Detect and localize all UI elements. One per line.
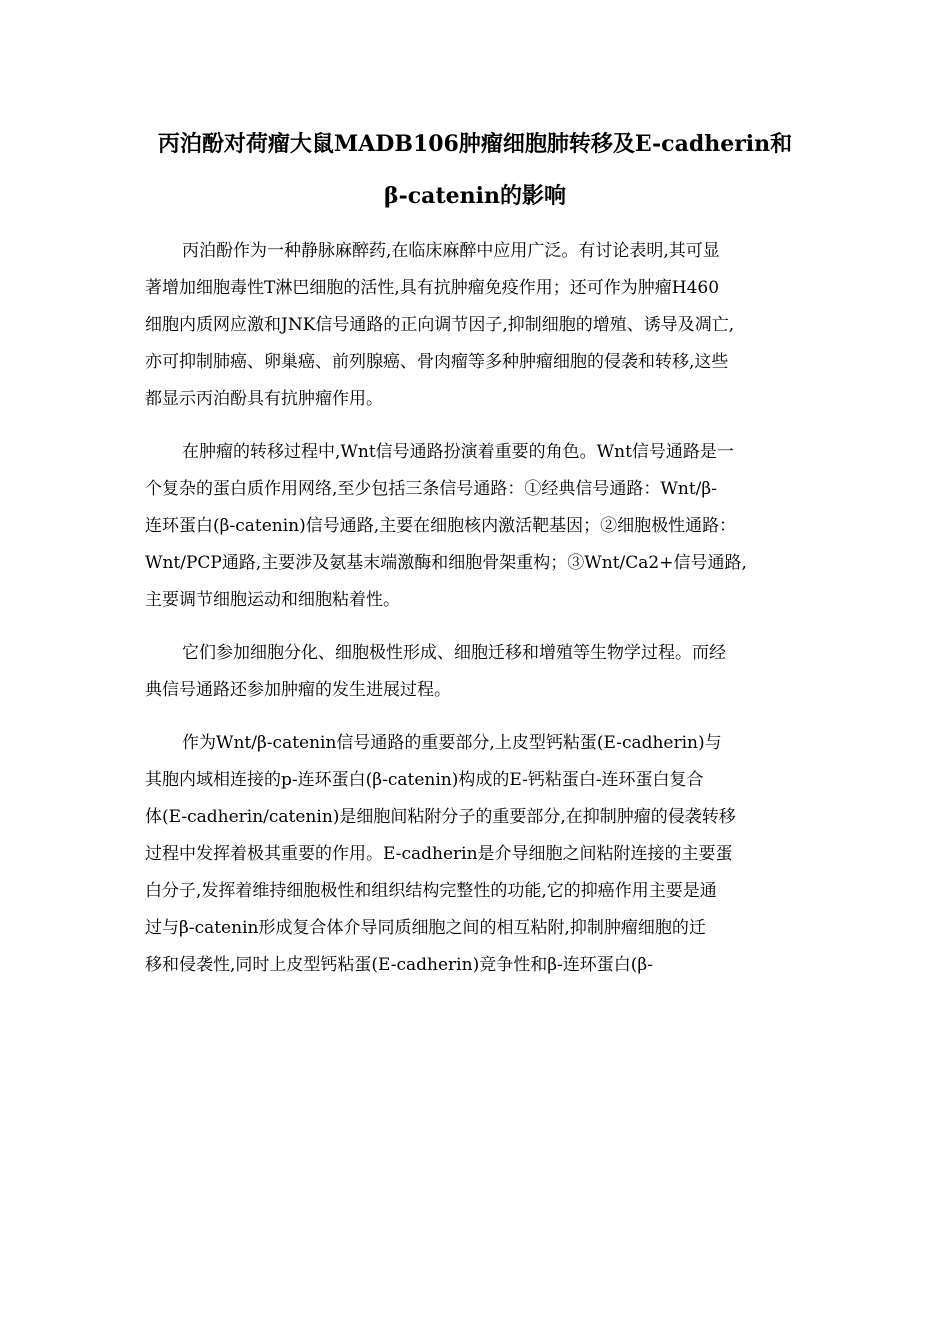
paragraph-1 bbox=[145, 233, 815, 418]
text-line: 都显示丙泊酚具有抗肿瘤作用。 bbox=[145, 389, 383, 409]
text-line: 主要调节细胞运动和细胞粘着性。 bbox=[145, 590, 400, 610]
text-line: 在肿瘤的转移过程中,Wnt信号通路扮演着重要的角色。Wnt信号通路是一 bbox=[182, 442, 734, 462]
title-line: β-catenin的影响 bbox=[384, 183, 566, 209]
text-line: 典信号通路还参加肿瘤的发生进展过程。 bbox=[145, 680, 451, 700]
text-line: 体(E-cadherin/catenin)是细胞间粘附分子的重要部分,在抑制肿瘤的侵袭转移 bbox=[145, 807, 736, 827]
text-line: 丙泊酚作为一种静脉麻醉药,在临床麻醉中应用广泛。有讨论表明,其可显 bbox=[182, 241, 720, 261]
text-line: 移和侵袭性,同时上皮型钙粘蛋(E-cadherin)竞争性和β-连环蛋白(β- bbox=[145, 955, 653, 975]
document-body bbox=[145, 233, 815, 1000]
document-title bbox=[120, 118, 830, 222]
text-line: 连环蛋白(β-catenin)信号通路,主要在细胞核内激活靶基因；②细胞极性通路： bbox=[145, 516, 737, 536]
paragraph-4 bbox=[145, 725, 815, 984]
text-line: 白分子,发挥着维持细胞极性和组织结构完整性的功能,它的抑癌作用主要是通 bbox=[145, 881, 717, 901]
text-line: 著增加细胞毒性T淋巴细胞的活性,具有抗肿瘤免疫作用；还可作为肿瘤H460 bbox=[145, 278, 720, 298]
text-line: 其胞内域相连接的p-连环蛋白(β-catenin)构成的E-钙粘蛋白-连环蛋白复合 bbox=[145, 770, 704, 790]
paragraph-2 bbox=[145, 434, 815, 619]
text-line: 个复杂的蛋白质作用网络,至少包括三条信号通路：①经典信号通路：Wnt/β- bbox=[145, 479, 717, 499]
text-line: 过程中发挥着极其重要的作用。E-cadherin是介导细胞之间粘附连接的主要蛋 bbox=[145, 844, 733, 864]
text-line: Wnt/PCP通路,主要涉及氨基末端激酶和细胞骨架重构；③Wnt/Ca2+信号通路, bbox=[145, 553, 747, 573]
paragraph-3 bbox=[145, 635, 815, 709]
text-line: 亦可抑制肺癌、卵巢癌、前列腺癌、骨肉瘤等多种肿瘤细胞的侵袭和转移,这些 bbox=[145, 352, 729, 372]
title-line: 丙泊酚对荷瘤大鼠MADB106肿瘤细胞肺转移及E-cadherin和 bbox=[157, 131, 793, 157]
text-line: 细胞内质网应激和JNK信号通路的正向调节因子,抑制细胞的增殖、诱导及凋亡, bbox=[145, 315, 735, 335]
text-line: 过与β-catenin形成复合体介导同质细胞之间的相互粘附,抑制肿瘤细胞的迁 bbox=[145, 918, 706, 938]
text-line: 它们参加细胞分化、细胞极性形成、细胞迁移和增殖等生物学过程。而经 bbox=[182, 643, 726, 663]
text-line: 作为Wnt/β-catenin信号通路的重要部分,上皮型钙粘蛋(E-cadherin)与 bbox=[182, 733, 722, 753]
